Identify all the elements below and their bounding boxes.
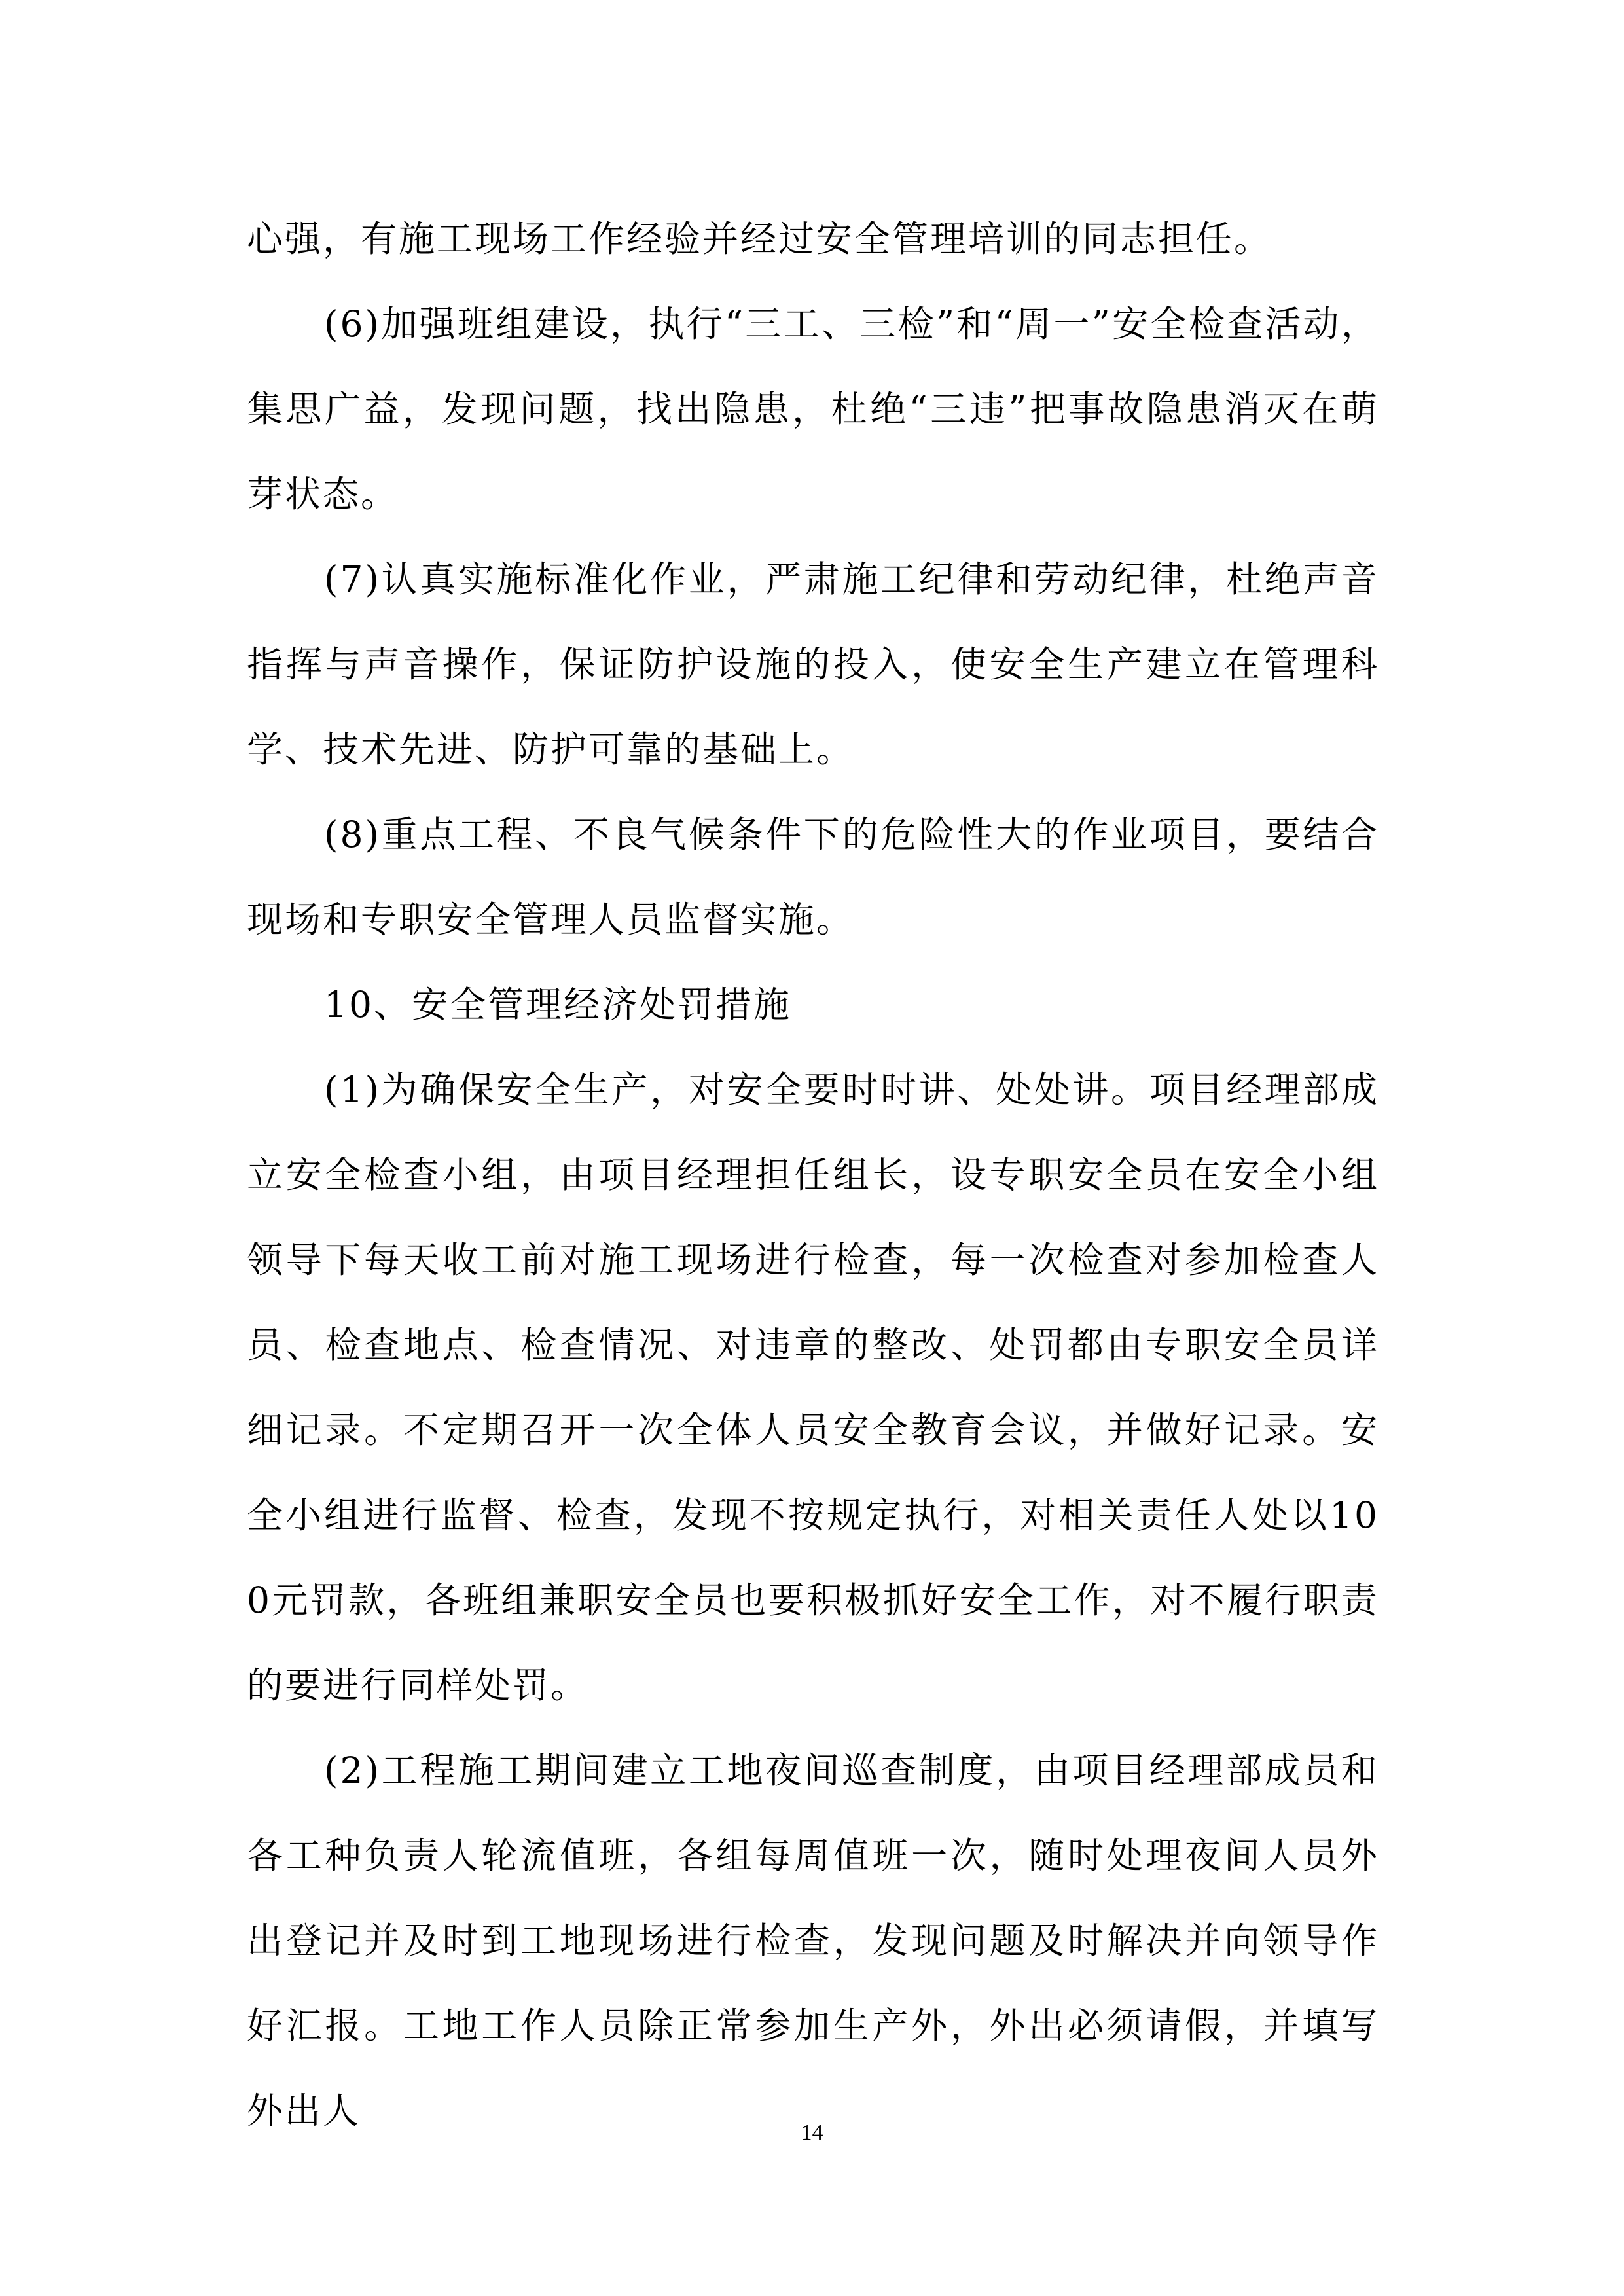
paragraph-item-8: (8)重点工程、不良气候条件下的危险性大的作业项目，要结合现场和专职安全管理人员监督实施。: [247, 814, 1379, 941]
paragraph-continuation: 心强，有施工现场工作经验并经过安全管理培训的同志担任。: [247, 218, 1272, 260]
paragraph-penalty-1: (1)为确保安全生产，对安全要时时讲、处处讲。项目经理部成立安全检查小组，由项目经理担任组长，设专职安全员在安全小组领导下每天收工前对施工现场进行检查，每一次检查对参加检查人员、检查地点、检查情况、对违章的整改、处罚都由专职安全员详细记录。不定期召开一次全体人员安全教育会议，并做好记录。安全小组进行监督、检查，发现不按规定执行，对相关责任人处以100元罚款，各班组兼职安全员也要积极抓好安全工作，对不履行职责的要进行同样处罚。: [247, 1069, 1379, 1706]
paragraph-item-6: (6)加强班组建设，执行“三工、三检”和“周一”安全检查活动，集思广益，发现问题，找出隐患，杜绝“三违”把事故隐患消灭在萌芽状态。: [247, 303, 1379, 515]
paragraph-item-7: (7)认真实施标准化作业，严肃施工纪律和劳动纪律，杜绝声音指挥与声音操作，保证防护设施的投入，使安全生产建立在管理科学、技术先进、防护可靠的基础上。: [247, 558, 1379, 770]
section-heading-10: 10、安全管理经济处罚措施: [324, 984, 791, 1026]
page-number: 14: [801, 2121, 823, 2145]
body-text: [247, 196, 1379, 2153]
paragraph-penalty-2: (2)工程施工期间建立工地夜间巡查制度，由项目经理部成员和各工种负责人轮流值班，各组每周值班一次，随时处理夜间人员外出登记并及时到工地现场进行检查，发现问题及时解决并向领导作好汇报。工地工作人员除正常参加生产外，外出必须请假，并填写外出人: [247, 1749, 1379, 2132]
